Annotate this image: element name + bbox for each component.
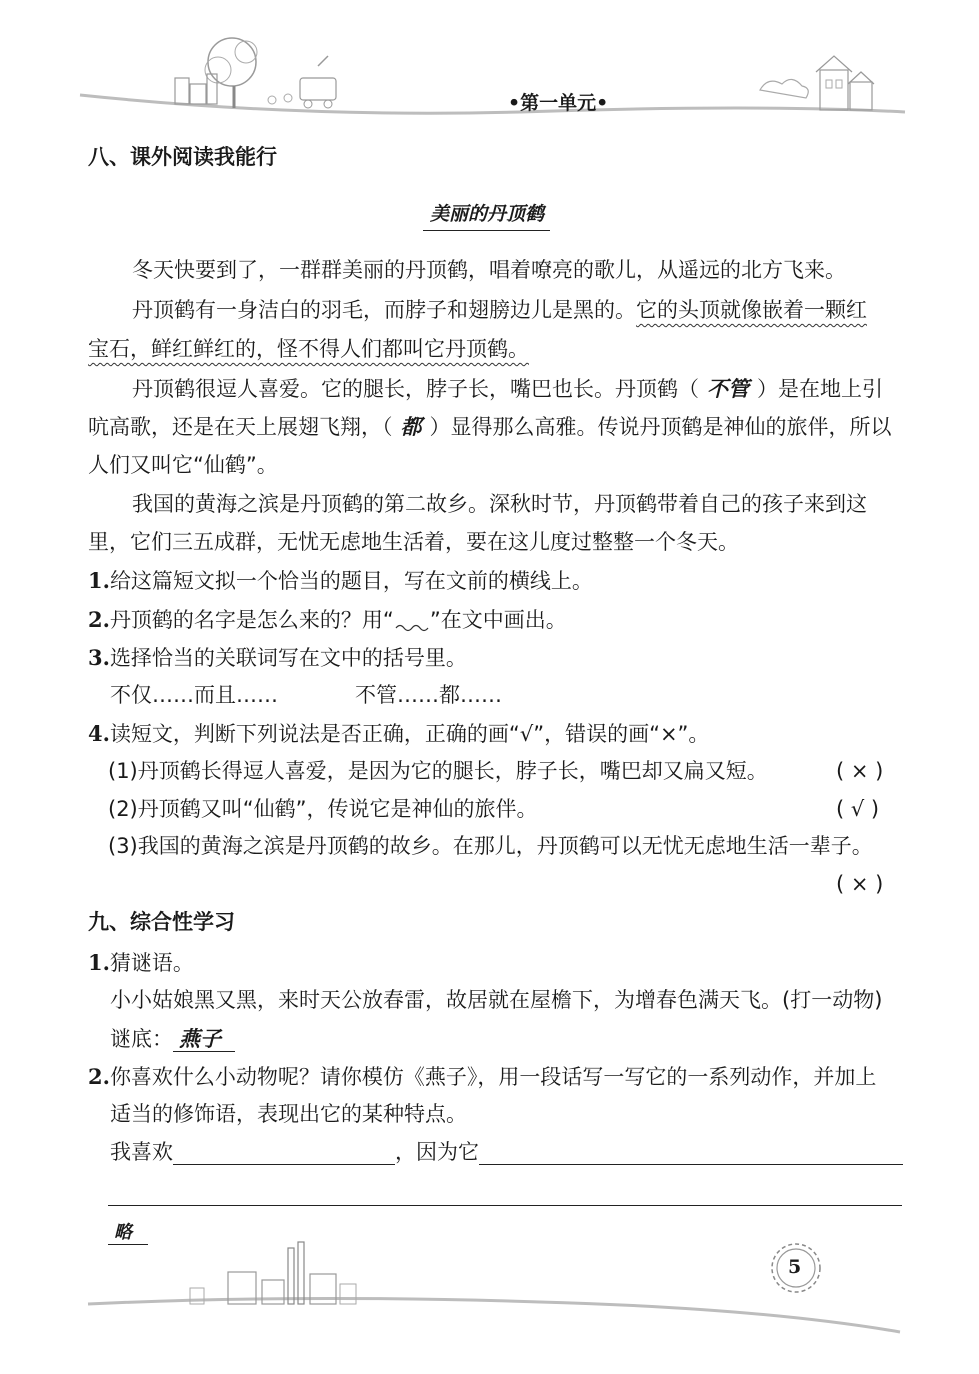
paragraph-4-line-1: 我国的黄海之滨是丹顶鹤的第二故乡。深秋时节，丹顶鹤带着自己的孩子来到这 [132, 492, 867, 516]
question-text-a: 你喜欢什么小动物呢？请你模仿《燕子》，用一段话写一写它的一系列动作，并加上 [109, 1065, 877, 1089]
question-number: 2. [88, 1064, 110, 1089]
wavy-line-symbol [394, 614, 430, 628]
page-number: 5 [788, 1256, 802, 1278]
fill-label-a: 我喜欢 [110, 1140, 173, 1164]
question-text: 读短文，判断下列说法是否正确，正确的画“√”，错误的画“×”。 [109, 722, 710, 746]
paragraph-2-line-2 [88, 337, 529, 362]
riddle-text: 小小姑娘黑又黑，来时天公放春雷，故居就在屋檐下，为增春色满天飞。(打一动物) [110, 988, 883, 1012]
paragraph-3-d: ）显得那么高雅。传说丹顶鹤是神仙的旅伴，所以 [429, 415, 892, 439]
question-text: 猜谜语。 [109, 951, 194, 975]
paragraph-3-b: ）是在地上引 [757, 377, 883, 401]
paragraph-2-c-marked: 宝石，鲜红鲜红的，怪不得人们都叫它丹顶鹤。 [88, 337, 529, 361]
article-title-line [423, 230, 550, 231]
paragraph-3-c: 吭高歌，还是在天上展翅飞翔，（ [88, 415, 393, 439]
judgement-item-2: (2)丹顶鹤又叫“仙鹤”，传说它是神仙的旅伴。 [108, 797, 538, 821]
article-title: 美丽的丹顶鹤 [430, 203, 545, 225]
answer-omitted: 略 [114, 1222, 132, 1243]
question-9-2-cont: 适当的修饰语，表现出它的某种特点。 [110, 1102, 467, 1126]
option-bu-jin: 不仅……而且…… [110, 683, 278, 707]
paragraph-1: 冬天快要到了，一群群美丽的丹顶鹤，唱着嘹亮的歌儿，从遥远的北方飞来。 [132, 258, 846, 282]
paragraph-2-b-marked: 它的头顶就像嵌着一颗红 [636, 298, 867, 322]
fill-label-b: ，因为它 [395, 1140, 479, 1164]
question-9-1 [88, 950, 194, 976]
question-8-2 [88, 607, 567, 633]
paragraph-3-line-2 [88, 414, 892, 440]
question-number: 1. [88, 950, 110, 975]
fill-blank-reason[interactable] [479, 1142, 903, 1165]
answer-bu-guan: 不管 [707, 376, 749, 401]
paragraph-2-a: 丹顶鹤有一身洁白的羽毛，而脖子和翅膀边儿是黑的。 [132, 298, 636, 322]
paragraph-3-line-3: 人们又叫它“仙鹤”。 [88, 453, 278, 477]
judgement-answer-2: ( √ ) [836, 797, 880, 821]
option-bu-guan: 不管……都…… [355, 683, 502, 707]
question-number: 3. [88, 645, 110, 670]
unit-label: •第一单元• [508, 92, 609, 114]
question-number: 1. [88, 568, 110, 593]
judgement-item-3: (3)我国的黄海之滨是丹顶鹤的故乡。在那儿，丹顶鹤可以无忧无虑地生活一辈子。 [108, 834, 873, 858]
section-8-title: 八、课外阅读我能行 [88, 145, 277, 169]
answer-label: 谜底： [110, 1027, 173, 1051]
judgement-answer-1: ( × ) [836, 759, 884, 783]
riddle-answer: 燕子 [173, 1026, 235, 1052]
section-9-title: 九、综合性学习 [88, 910, 235, 934]
question-number: 4. [88, 721, 110, 746]
question-8-3 [88, 645, 467, 671]
riddle-answer-row [110, 1026, 235, 1052]
answer-dou: 都 [400, 414, 422, 439]
question-text: 选择恰当的关联词写在文中的括号里。 [109, 646, 467, 670]
judgement-item-1: (1)丹顶鹤长得逗人喜爱，是因为它的腿长，脖子长，嘴巴却又扁又短。 [108, 759, 768, 783]
question-text: 给这篇短文拟一个恰当的题目，写在文前的横线上。 [109, 569, 593, 593]
question-9-2 [88, 1064, 876, 1090]
paragraph-4-line-2: 里，它们三五成群，无忧无虑地生活着，要在这儿度过整整一个冬天。 [88, 530, 739, 554]
paragraph-3-line-1 [132, 376, 883, 402]
paragraph-3-a: 丹顶鹤很逗人喜爱。它的腿长，脖子长，嘴巴也长。丹顶鹤（ [132, 377, 699, 401]
fill-row [110, 1140, 903, 1165]
writing-line[interactable] [108, 1205, 902, 1206]
question-text-b: ”在文中画出。 [429, 608, 567, 632]
question-8-1 [88, 568, 593, 594]
judgement-answer-3: ( × ) [836, 872, 884, 896]
header-decoration [0, 0, 979, 150]
question-text-a: 丹顶鹤的名字是怎么来的？用“ [109, 608, 394, 632]
question-number: 2. [88, 607, 110, 632]
paragraph-2-line-1 [132, 298, 867, 323]
footer-decoration [0, 1234, 979, 1374]
question-8-4 [88, 721, 709, 747]
fill-blank-animal[interactable] [173, 1142, 395, 1165]
